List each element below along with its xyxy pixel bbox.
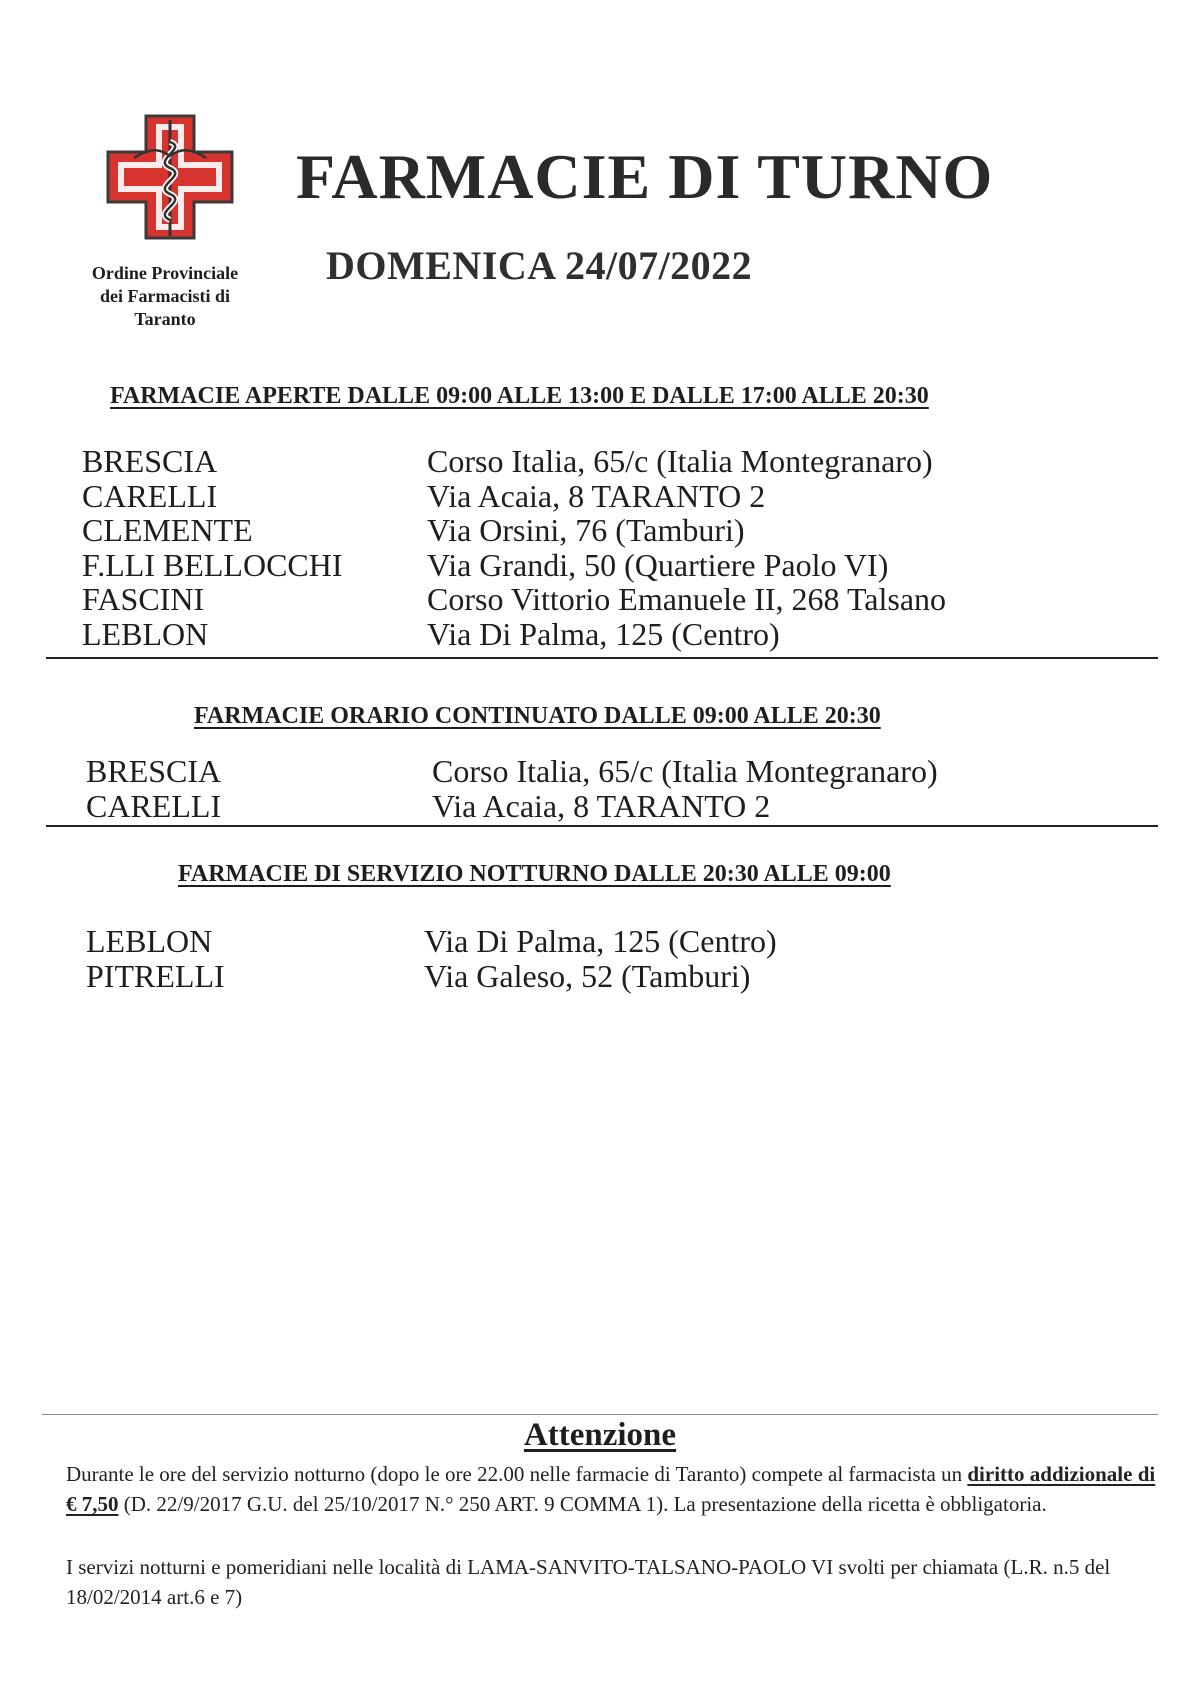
section-divider — [46, 825, 1158, 827]
list-item — [86, 789, 1146, 824]
org-line-2: dei Farmacisti di — [100, 286, 230, 306]
list-item — [82, 513, 1142, 548]
section-heading-continuous: FARMACIE ORARIO CONTINUATO DALLE 09:00 ALLE 20:30 — [194, 703, 881, 729]
pharmacy-name: BRESCIA — [86, 753, 222, 789]
org-line-3: Taranto — [134, 309, 196, 329]
list-item — [86, 924, 1146, 959]
pharmacy-address: Via Galeso, 52 (Tamburi) — [424, 957, 751, 994]
page-title: FARMACIE DI TURNO — [296, 141, 994, 212]
pharmacy-address: Corso Italia, 65/c (Italia Montegranaro) — [427, 443, 933, 479]
pharmacy-name: F.LLI BELLOCCHI — [82, 546, 343, 583]
attention-text-start: Durante le ore del servizio notturno (dopo le ore 22.00 nelle farmacie di Taranto) compete al farmacista un — [66, 1462, 963, 1486]
pharmacy-name: LEBLON — [82, 615, 209, 652]
org-line-1: Ordine Provinciale — [91, 263, 239, 283]
pharmacy-name: CLEMENTE — [82, 512, 253, 548]
date-heading: DOMENICA 24/07/2022 — [326, 243, 753, 288]
attention-paragraph-1 — [66, 1459, 1156, 1519]
pharmacy-name: CARELLI — [82, 477, 218, 514]
list-item — [82, 582, 1142, 617]
list-item — [82, 444, 1142, 479]
pharmacy-address: Corso Vittorio Emanuele II, 268 Talsano — [427, 581, 947, 617]
section-heading-night: FARMACIE DI SERVIZIO NOTTURNO DALLE 20:30 ALLE 09:00 — [178, 861, 891, 887]
attention-title: Attenzione — [523, 1417, 677, 1453]
section-heading-daytime: FARMACIE APERTE DALLE 09:00 ALLE 13:00 E DALLE 17:00 ALLE 20:30 — [110, 383, 929, 409]
pharmacy-name: LEBLON — [86, 923, 213, 959]
additional-fee: diritto addizionale di € 7,50 — [66, 1462, 1156, 1516]
pharmacy-address: Via Di Palma, 125 (Centro) — [424, 923, 777, 959]
list-item — [82, 548, 1142, 583]
pharmacy-name: PITRELLI — [86, 957, 225, 994]
pharmacy-name: CARELLI — [86, 787, 222, 824]
pharmacy-cross-caduceus-icon — [104, 112, 236, 242]
pharmacy-address: Via Grandi, 50 (Quartiere Paolo VI) — [427, 546, 889, 583]
pharmacy-list-continuous — [86, 754, 1146, 823]
list-item — [86, 754, 1146, 789]
pharmacy-list-night — [86, 924, 1146, 993]
attention-divider — [42, 1414, 1158, 1415]
list-item — [86, 959, 1146, 994]
pharmacy-name: BRESCIA — [82, 443, 218, 479]
list-item — [82, 617, 1142, 652]
pharmacy-address: Corso Italia, 65/c (Italia Montegranaro) — [432, 753, 938, 789]
organization-name — [60, 262, 270, 331]
list-item — [82, 479, 1142, 514]
pharmacy-name: FASCINI — [82, 581, 205, 617]
pharmacy-address: Via Orsini, 76 (Tamburi) — [427, 512, 745, 548]
section-divider — [46, 657, 1158, 659]
attention-text-end: (D. 22/9/2017 G.U. del 25/10/2017 N.° 250 ART. 9 COMMA 1). La presentazione della ricetta è obbligatoria. — [118, 1492, 1047, 1516]
pharmacy-address: Via Acaia, 8 TARANTO 2 — [427, 477, 766, 514]
pharmacy-list-daytime — [82, 444, 1142, 651]
pharmacy-address: Via Di Palma, 125 (Centro) — [427, 615, 780, 652]
attention-paragraph-2: I servizi notturni e pomeridiani nelle località di LAMA-SANVITO-TALSANO-PAOLO VI svolti per chiamata (L.R. n.5 del 18/02/2014 art.6 e 7) — [66, 1555, 1111, 1609]
pharmacy-address: Via Acaia, 8 TARANTO 2 — [432, 787, 771, 824]
